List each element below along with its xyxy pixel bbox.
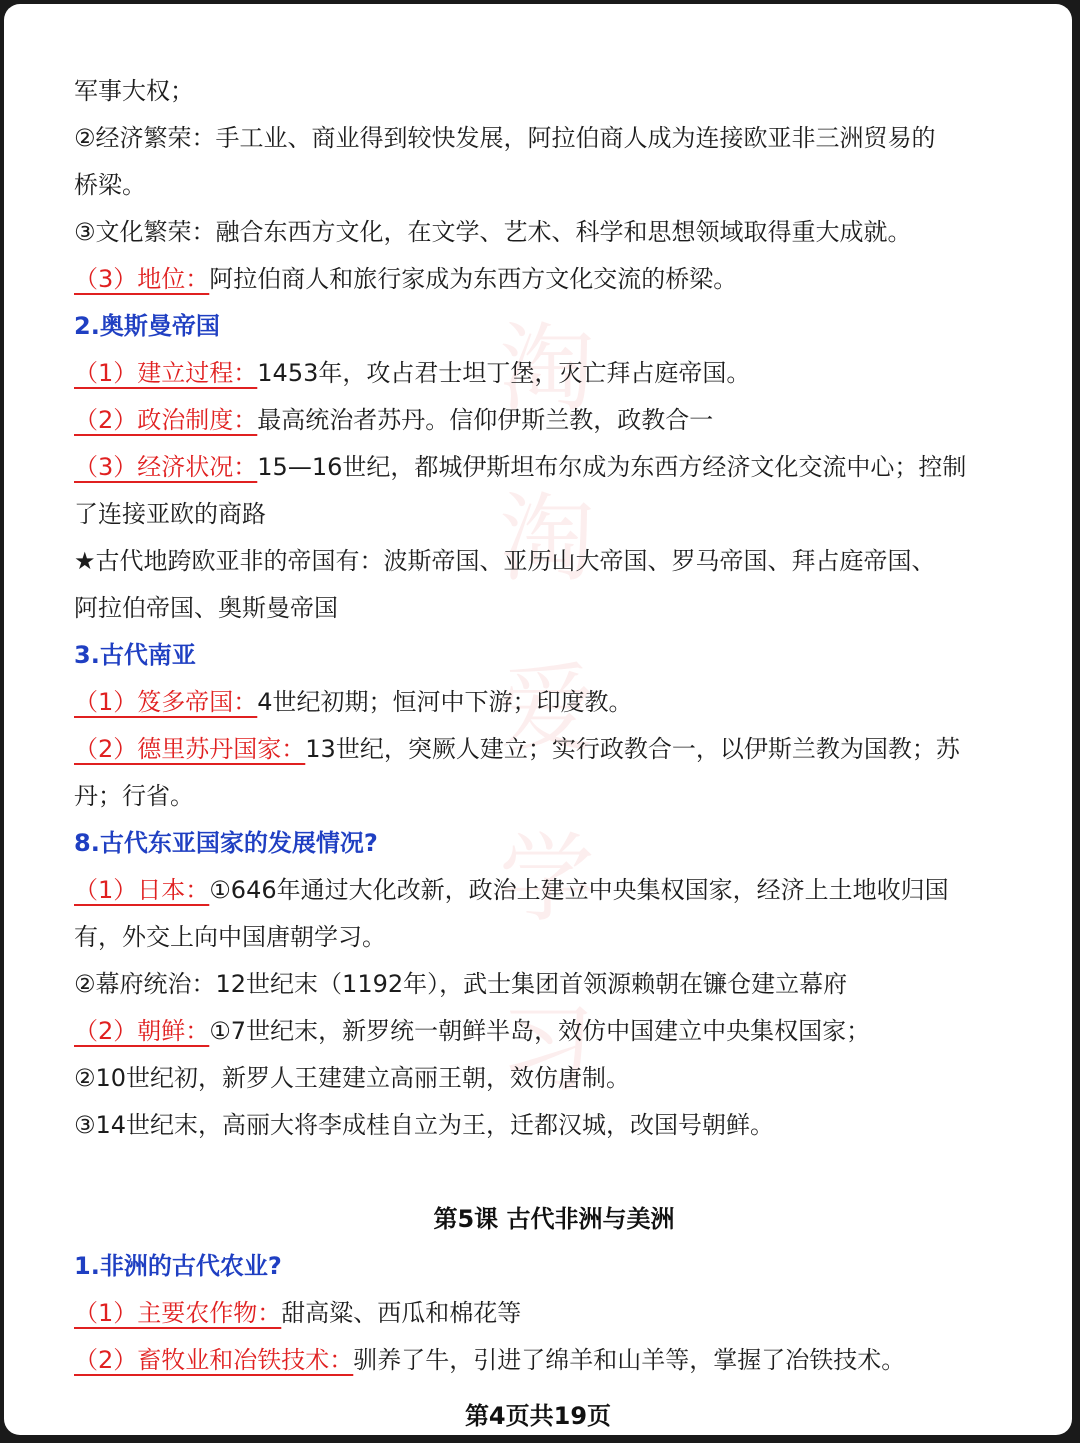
arab-status-line bbox=[74, 256, 1034, 303]
item-text: 4世纪初期；恒河中下游；印度教。 bbox=[257, 688, 633, 716]
text-line: 丹；行省。 bbox=[74, 782, 194, 810]
text-line: 有，外交上向中国唐朝学习。 bbox=[74, 923, 386, 951]
section-heading-ottoman: 2.奥斯曼帝国 bbox=[74, 312, 220, 340]
item-text: 15—16世纪，都城伊斯坦布尔成为东西方经济文化交流中心；控制 bbox=[257, 453, 967, 481]
item-label: （2）政治制度： bbox=[74, 406, 258, 434]
watermark-char: 学 bbox=[499, 823, 595, 935]
text-line: ②幕府统治：12世纪末（1192年），武士集团首领源赖朝在镰仓建立幕府 bbox=[74, 970, 848, 998]
ottoman-item-2 bbox=[74, 397, 1034, 444]
africa-item-1 bbox=[74, 1290, 1034, 1337]
watermark-char: 习 bbox=[499, 993, 595, 1105]
ottoman-item-1 bbox=[74, 350, 1034, 397]
watermark-char: 爱 bbox=[499, 653, 595, 765]
item-label: （2）德里苏丹国家： bbox=[74, 735, 306, 763]
south-asia-item-1 bbox=[74, 679, 1034, 726]
item-text: 1453年，攻占君士坦丁堡，灭亡拜占庭帝国。 bbox=[257, 359, 751, 387]
spacer bbox=[74, 1149, 1034, 1196]
item-text: ①7世纪末，新罗统一朝鲜半岛，效仿中国建立中央集权国家； bbox=[209, 1017, 871, 1045]
star-note: ★古代地跨欧亚非的帝国有：波斯帝国、亚历山大帝国、罗马帝国、拜占庭帝国、 bbox=[74, 547, 936, 575]
japan-item bbox=[74, 867, 1034, 914]
africa-item-2 bbox=[74, 1337, 1034, 1384]
ottoman-item-3 bbox=[74, 444, 1034, 491]
section-heading-east-asia: 8.古代东亚国家的发展情况? bbox=[74, 829, 378, 857]
item-text: 驯养了牛，引进了绵羊和山羊等，掌握了冶铁技术。 bbox=[353, 1346, 906, 1374]
korea-item bbox=[74, 1008, 1034, 1055]
text-line: ②10世纪初，新罗人王建建立高丽王朝，效仿唐制。 bbox=[74, 1064, 631, 1092]
page-footer: 第4页共19页 bbox=[464, 1402, 612, 1430]
text-line: 桥梁。 bbox=[74, 171, 146, 199]
text-line: 了连接亚欧的商路 bbox=[74, 500, 266, 528]
item-text: 阿拉伯商人和旅行家成为东西方文化交流的桥梁。 bbox=[209, 265, 738, 293]
text-line: ③文化繁荣：融合东西方文化，在文学、艺术、科学和思想领域取得重大成就。 bbox=[74, 218, 912, 246]
item-label: （3）经济状况： bbox=[74, 453, 258, 481]
section-heading-south-asia: 3.古代南亚 bbox=[74, 641, 196, 669]
document-page bbox=[4, 4, 1072, 1435]
watermark-char: 淘 bbox=[499, 313, 595, 425]
item-label: （2）朝鲜： bbox=[74, 1017, 210, 1045]
lesson-title: 第5课 古代非洲与美洲 bbox=[433, 1205, 675, 1233]
item-label: （1）笈多帝国： bbox=[74, 688, 258, 716]
item-label: （3）地位： bbox=[74, 265, 210, 293]
item-text: ①646年通过大化改新，政治上建立中央集权国家，经济上土地收归国 bbox=[209, 876, 949, 904]
star-note: 阿拉伯帝国、奥斯曼帝国 bbox=[74, 594, 338, 622]
item-label: （1）主要农作物： bbox=[74, 1299, 282, 1327]
section-heading-africa-agriculture: 1.非洲的古代农业? bbox=[74, 1252, 282, 1280]
watermark-char: 淘 bbox=[499, 483, 595, 595]
item-label: （1）日本： bbox=[74, 876, 210, 904]
south-asia-item-2 bbox=[74, 726, 1034, 773]
text-line: 军事大权； bbox=[74, 77, 194, 105]
item-label: （2）畜牧业和冶铁技术： bbox=[74, 1346, 354, 1374]
item-text: 最高统治者苏丹。信仰伊斯兰教，政教合一 bbox=[257, 406, 714, 434]
item-label: （1）建立过程： bbox=[74, 359, 258, 387]
text-line: ③14世纪末，高丽大将李成桂自立为王，迁都汉城，改国号朝鲜。 bbox=[74, 1111, 775, 1139]
item-text: 甜高粱、西瓜和棉花等 bbox=[281, 1299, 522, 1327]
text-line: ②经济繁荣：手工业、商业得到较快发展，阿拉伯商人成为连接欧亚非三洲贸易的 bbox=[74, 124, 936, 152]
item-text: 13世纪，突厥人建立；实行政教合一，以伊斯兰教为国教；苏 bbox=[305, 735, 960, 763]
content bbox=[74, 68, 1034, 1384]
